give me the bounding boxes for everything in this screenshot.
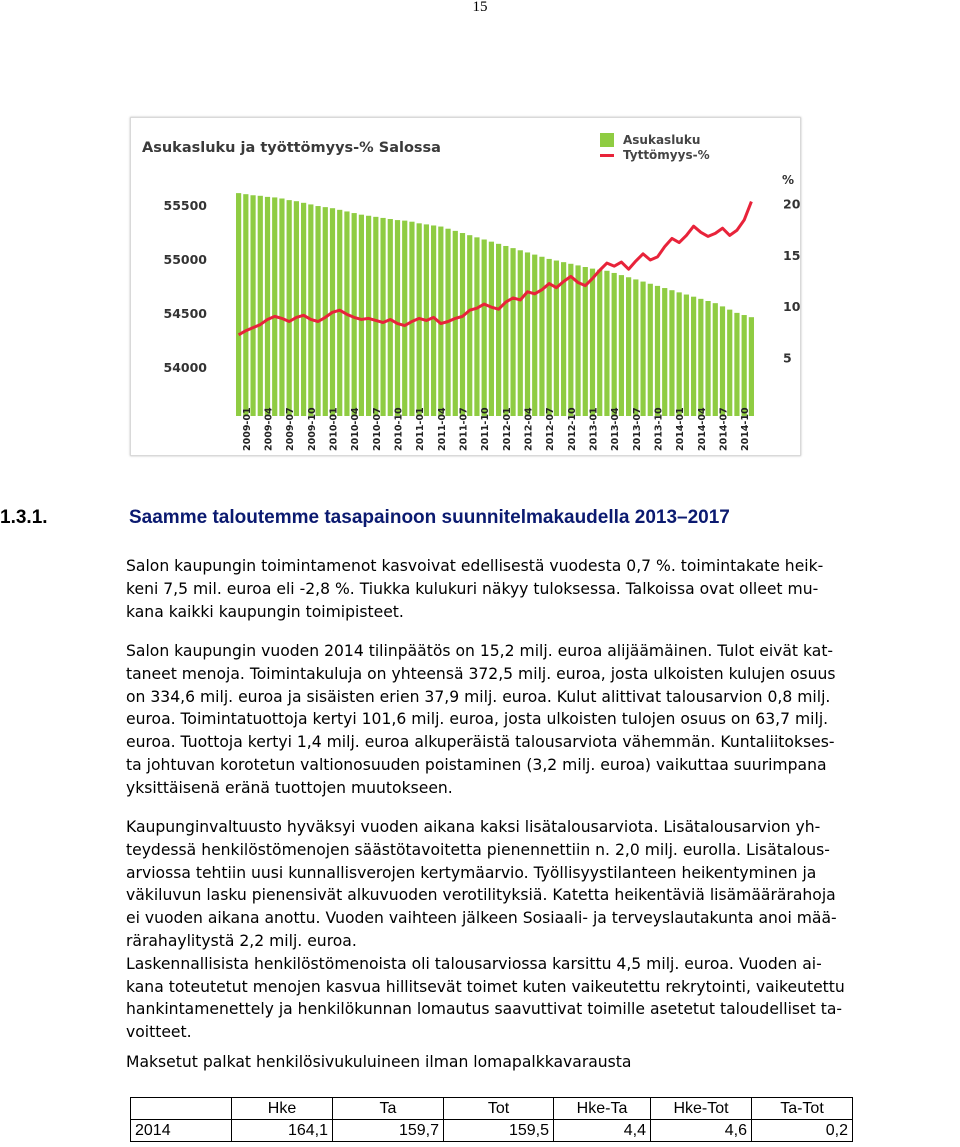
table-row [131, 1120, 853, 1142]
x-axis-tick: 2010-04 [350, 407, 362, 451]
x-axis-tick: 2011-04 [436, 407, 448, 451]
population-bar [532, 255, 537, 416]
x-axis-tick: 2009-07 [285, 407, 297, 451]
left-axis-tick: 55000 [163, 251, 207, 267]
population-bar [272, 197, 277, 416]
population-bar [655, 286, 660, 416]
population-bar [518, 250, 523, 416]
population-bar [467, 235, 472, 416]
chart-title: Asukasluku ja työttömyys-% Salossa [142, 140, 441, 156]
population-bar [720, 306, 725, 416]
population-bar [539, 257, 544, 416]
table-header-cell: Hke-Ta [554, 1098, 651, 1120]
right-axis-tick: 20 [783, 196, 800, 212]
population-bar [388, 219, 393, 416]
x-axis-tick: 2011-10 [480, 407, 492, 451]
x-axis-tick: 2013-04 [610, 407, 622, 451]
population-bar [640, 282, 645, 416]
population-bar [705, 301, 710, 416]
right-axis-tick: 10 [783, 299, 800, 315]
table-cell: 0,2 [752, 1120, 853, 1142]
table-header-row [131, 1098, 853, 1120]
x-axis-tick: 2010-10 [393, 407, 405, 451]
paragraph-line: väkiluvun lasku pienensivät alkuvuoden verotilityksiä. Katetta heikentäviä lisämäärärahoja [126, 886, 836, 905]
population-bar [734, 313, 739, 416]
population-bar [323, 207, 328, 416]
legend-swatch-tyottomyys [600, 154, 614, 157]
paragraph-1 [126, 555, 956, 623]
table-header-cell: Ta [333, 1098, 444, 1120]
x-axis-tick: 2009-04 [263, 407, 275, 451]
paragraph-line: Salon kaupungin vuoden 2014 tilinpäätös on 15,2 milj. euroa alijäämäinen. Tulot eivät kat- [126, 642, 834, 660]
table-header-cell: Ta-Tot [752, 1098, 853, 1120]
x-axis-tick: 2012-07 [545, 407, 557, 451]
table-header-cell: Hke [232, 1098, 333, 1120]
population-bar [236, 193, 241, 416]
paragraph-line: taneet menoja. Toimintakuluja on yhteensä 372,5 milj. euroa, josta ulkoisten kulujen osuus [126, 664, 836, 683]
population-bar [315, 206, 320, 416]
population-bar [684, 295, 689, 416]
paragraph-line: Kaupunginvaltuusto hyväksyi vuoden aikana kaksi lisätalousarviota. Lisätalousarvion yh- [126, 818, 821, 836]
x-axis-tick: 2011-07 [458, 407, 470, 451]
legend-tyottomyys: Tyttömyys-% [623, 148, 710, 162]
legend-swatch-asukasluku [600, 133, 614, 147]
population-bar [301, 203, 306, 416]
paragraph-line: rärahaylitystä 2,2 milj. euroa. [126, 931, 357, 950]
x-axis-tick: 2009-10 [306, 407, 318, 451]
table-header-cell: Hke-Tot [651, 1098, 752, 1120]
table-cell: 2014 [131, 1120, 232, 1142]
population-bar [713, 303, 718, 416]
population-bar [474, 237, 479, 416]
wage-table [130, 1097, 853, 1142]
right-axis-tick: 5 [783, 350, 792, 366]
population-bar [279, 199, 284, 417]
x-axis-tick: 2010-07 [371, 407, 383, 451]
paragraph-2 [126, 640, 956, 800]
x-axis-tick: 2013-01 [588, 407, 600, 451]
table-cell: 164,1 [232, 1120, 333, 1142]
population-bar [590, 269, 595, 416]
paragraph-line: Salon kaupungin toimintamenot kasvoivat edellisestä vuodesta 0,7 %. toimintakate heik- [126, 557, 824, 575]
population-bar [373, 217, 378, 416]
population-bar [510, 248, 515, 416]
x-axis-tick: 2012-01 [501, 407, 513, 451]
table-header-cell [131, 1098, 232, 1120]
population-bar [250, 195, 255, 416]
population-bar [380, 218, 385, 416]
population-bar [619, 275, 624, 416]
table-cell: 159,7 [333, 1120, 444, 1142]
population-bar [287, 200, 292, 416]
paragraph-line: on 334,6 milj. euroa ja sisäisten erien 37,9 milj. euroa. Kulut alittivat talousarvion 0,8 milj. [126, 687, 831, 706]
table-cell: 4,6 [651, 1120, 752, 1142]
population-bar [583, 267, 588, 416]
population-bar [568, 264, 573, 416]
population-bar [460, 233, 465, 416]
paragraph-line: kana toteutetut menojen kasvua hillitsevät toimet kuten vaikeutettu rekrytointi, vaikeutettu [126, 977, 845, 996]
paragraph-line: keni 7,5 mil. euroa eli -2,8 %. Tiukka kulukuri näkyy tuloksessa. Talkoissa ovat olleet mu- [126, 579, 819, 598]
population-bar [677, 292, 682, 416]
population-bar [402, 221, 407, 416]
left-axis-tick: 55500 [163, 198, 207, 213]
population-bar [604, 271, 609, 416]
population-bar [597, 270, 602, 416]
x-axis-tick: 2011-01 [415, 407, 427, 451]
x-axis-tick: 2014-07 [718, 407, 730, 451]
population-bar [662, 288, 667, 416]
population-bar [359, 215, 364, 416]
table-cell: 4,4 [554, 1120, 651, 1142]
population-bar [366, 216, 371, 416]
table-cell: 159,5 [444, 1120, 554, 1142]
population-bar [496, 244, 501, 416]
paragraph-line: hankintamenettely ja henkilökunnan lomautus saavuttivat toimille asetetut taloudelliset ta- [126, 1000, 842, 1019]
x-axis-tick: 2012-10 [566, 407, 578, 451]
paragraph-line: arviossa tehtiin uusi kunnallisverojen kertymäarvio. Työllisyystilanteen heikentyminen ja [126, 863, 817, 882]
paragraph-line: ta johtuvan korotetun valtionosuuden poistaminen (3,2 milj. euroa) vaikuttaa suurimpana [126, 755, 827, 774]
population-bar [612, 273, 617, 416]
paragraph-line: Laskennallisista henkilöstömenoista oli talousarviossa karsittu 4,5 milj. euroa. Vuoden ai- [126, 954, 822, 973]
paragraph-line: ei vuoden aikana anottu. Vuoden vaihteen jälkeen Sosiaali- ja terveyslautakunta anoi mää- [126, 909, 837, 928]
paragraph-line: voitteet. [126, 1023, 192, 1042]
population-bar [626, 277, 631, 416]
left-axis-tick: 54000 [163, 359, 207, 375]
population-bar [698, 299, 703, 416]
left-axis-tick: 54500 [163, 305, 207, 321]
population-bar [352, 213, 357, 416]
x-axis-tick: 2010-01 [328, 407, 340, 451]
paragraph-line: kana kaikki kaupungin toimipisteet. [126, 602, 404, 621]
population-bar [633, 279, 638, 416]
x-axis-tick: 2014-01 [675, 407, 687, 451]
population-bar [395, 220, 400, 416]
population-bar [727, 310, 732, 416]
population-bar [308, 204, 313, 416]
paragraph-3 [126, 816, 956, 1044]
population-bar [742, 315, 747, 416]
table-caption: Maksetut palkat henkilösivukuluineen ilman lomapalkkavarausta [126, 1053, 632, 1071]
population-bar [648, 284, 653, 416]
population-bar [554, 261, 559, 416]
paragraph-line: euroa. Tuottoja kertyi 1,4 milj. euroa alkuperäistä talousarviota vähemmän. Kuntaliitokses- [126, 733, 835, 752]
population-bar [503, 246, 508, 416]
legend-asukasluku: Asukasluku [623, 133, 701, 147]
page-number: 15 [472, 0, 488, 15]
population-bar [453, 231, 458, 416]
paragraph-line: teydessä henkilöstömenojen säästötavoitetta pienennettiin n. 2,0 milj. eurolla. Lisätalous- [126, 840, 830, 859]
population-bar [669, 290, 674, 416]
x-axis-tick: 2013-10 [653, 407, 665, 451]
right-axis-tick: 15 [783, 247, 800, 263]
paragraph-line: euroa. Toimintatuottoja kertyi 101,6 milj. euroa, josta ulkoisten tulojen osuus on 63,7 milj. [126, 710, 829, 729]
paragraph-line: yksittäisenä eränä tuottojen muutokseen. [126, 778, 453, 797]
population-bar [561, 262, 566, 416]
x-axis-tick: 2014-04 [696, 407, 708, 451]
table-header-cell: Tot [444, 1098, 554, 1120]
population-bar [482, 240, 487, 417]
population-bar [243, 194, 248, 416]
population-bar [258, 196, 263, 416]
population-bar [409, 222, 414, 416]
population-bar [265, 197, 270, 416]
population-bar [691, 297, 696, 416]
population-bar [294, 201, 299, 416]
x-axis-tick: 2014-10 [740, 407, 752, 451]
population-bar [489, 242, 494, 416]
section-number: 1.3.1. [0, 507, 48, 528]
population-bar [525, 252, 530, 416]
x-axis-tick: 2012-04 [523, 407, 535, 451]
x-axis-tick: 2013-07 [631, 407, 643, 451]
right-axis-unit: % [782, 173, 795, 187]
x-axis-tick: 2009-01 [241, 407, 253, 451]
section-title: Saamme taloutemme tasapainoon suunnitelmakaudella 2013–2017 [129, 507, 730, 528]
chart-svg [131, 118, 800, 455]
population-unemployment-chart [130, 117, 801, 456]
population-bar [575, 265, 580, 416]
population-bar [749, 317, 754, 416]
